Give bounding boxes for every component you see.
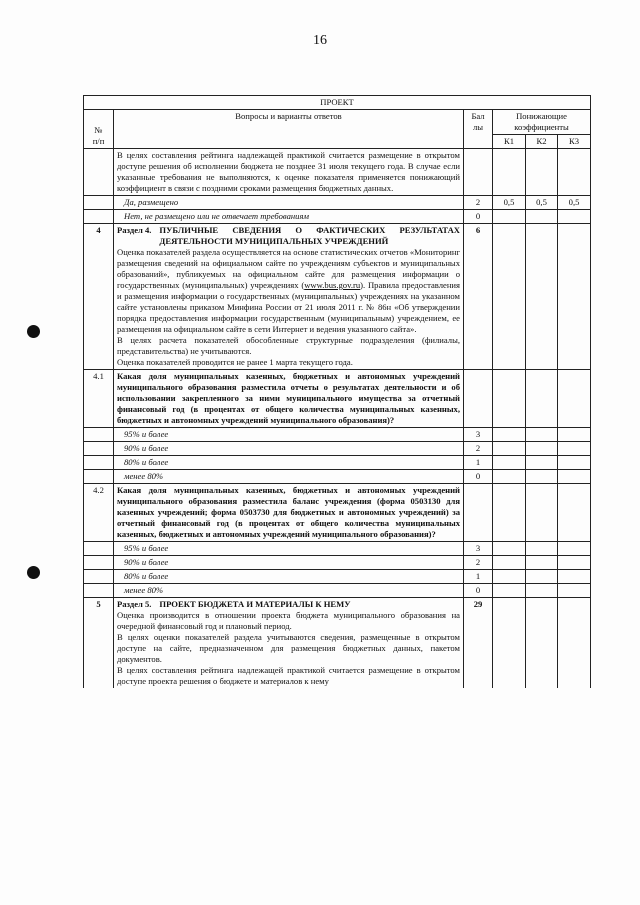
list-item (84, 442, 591, 456)
header-row-project (84, 96, 591, 110)
intro-text: В целях составления рейтинга надлежащей практикой считается размещение в открытом доступе решения об исполнении бюджета не позднее 31 июля текущего года. В случае если указанные требования не выполняются, к оценке показателя применяется понижающий коэффициент в связи с поздними сроками размещения бюджетных данных. (114, 149, 464, 196)
question-4-2-row (84, 484, 591, 542)
section-name: Раздел 4. (117, 225, 152, 235)
section-text: В целях составления рейтинга надлежащей практикой считается размещение в открытом доступе проекта решения о бюджете и материалов к нему (117, 665, 460, 686)
answer-option: 80% и более (114, 456, 464, 470)
section-text: Оценка производится в отношении проекта бюджета муниципального образования на очередной финансовый год и плановый период. (117, 610, 460, 631)
list-item (84, 210, 591, 224)
header-row (84, 110, 591, 135)
answer-option: 95% и более (114, 542, 464, 556)
coef-k3: 0,5 (558, 196, 591, 210)
intro-row (84, 149, 591, 196)
punch-hole (27, 325, 40, 338)
section-number: 4 (84, 224, 114, 370)
list-item (84, 584, 591, 598)
answer-points: 1 (464, 570, 493, 584)
section-title: ПУБЛИЧНЫЕ СВЕДЕНИЯ О ФАКТИЧЕСКИХ РЕЗУЛЬТАТАХ ДЕЯТЕЛЬНОСТИ МУНИЦИПАЛЬНЫХ УЧРЕЖДЕНИЙ (159, 225, 460, 246)
answer-option: Да, размещено (114, 196, 464, 210)
section-number: 5 (84, 598, 114, 689)
answer-option: 95% и более (114, 428, 464, 442)
answer-points: 2 (464, 442, 493, 456)
question-text: Какая доля муниципальных казенных, бюджетных и автономных учреждений муниципального образования разместила баланс учреждения (форма 0503130 для казенных учреждений; форма 0503730 для бюджетных и автономных учреждений) за отчетный финансовый год (в процентах от общего количества муниципальных казенных, бюджетных и автономных учреждений муниципального образования)? (114, 484, 464, 542)
header-points: Бал лы (464, 110, 493, 149)
section-title: ПРОЕКТ БЮДЖЕТА И МАТЕРИАЛЫ К НЕМУ (159, 599, 351, 609)
answer-points: 2 (464, 196, 493, 210)
site-link[interactable]: www.bus.gov.ru (304, 280, 361, 290)
punch-hole (27, 566, 40, 579)
list-item (84, 456, 591, 470)
answer-option: менее 80% (114, 584, 464, 598)
section-text: В целях расчета показателей обособленные структурные подразделения (филиалы, представительства) не учитываются. (117, 335, 460, 356)
rating-table (83, 95, 591, 688)
page-number: 16 (313, 33, 327, 48)
question-4-1-row (84, 370, 591, 428)
section-text: Оценка показателей раздела осуществляется на основе статистических отчетов «Мониторинг размещения сведений на официальном сайте по учреждениям субъектов и муниципальных образований», публикуемых на официальном сайте для размещения информации о государственных (муниципальных) учреждениях ( (117, 247, 461, 290)
answer-points: 0 (464, 584, 493, 598)
coef-k2: 0,5 (526, 196, 558, 210)
coef-k1: 0,5 (493, 196, 526, 210)
list-item (84, 196, 591, 210)
section-text: Оценка показателей проводится не ранее 1 марта текущего года. (117, 357, 353, 367)
header-k1: К1 (493, 135, 526, 149)
question-text: Какая доля муниципальных казенных, бюджетных и автономных учреждений муниципального образования разместила отчеты о результатах деятельности и об использовании закрепленного за ними муниципального имущества за отчетный финансовый год (в процентах от общего количества муниципальных казенных, бюджетных и автономных учреждений муниципального образования)? (114, 370, 464, 428)
section-points: 29 (464, 598, 493, 689)
section-5-row (84, 598, 591, 689)
answer-option: менее 80% (114, 470, 464, 484)
answer-option: 90% и более (114, 556, 464, 570)
section-text: ). Правила предоставления и размещения информации о государственных (муниципальных) учреждениях на указанном сайте установлены приказом Минфина России от 21 июля 2011 г. № 86н «Об утверждении порядка предоставления информации государственным (муниципальным) учреждением, ее размещения на официальном сайте в сети Интернет и ведения указанного сайта». (117, 280, 460, 334)
section-4-row (84, 224, 591, 370)
list-item (84, 556, 591, 570)
list-item (84, 428, 591, 442)
answer-points: 1 (464, 456, 493, 470)
list-item (84, 542, 591, 556)
question-number: 4.2 (84, 484, 114, 542)
header-questions: Вопросы и варианты ответов (114, 110, 464, 149)
answer-option: 90% и более (114, 442, 464, 456)
header-num: № п/п (84, 110, 114, 149)
list-item (84, 470, 591, 484)
project-title: ПРОЕКТ (84, 96, 591, 110)
answer-option: 80% и более (114, 570, 464, 584)
section-text: В целях оценки показателей раздела учитываются сведения, размещенные в открытом доступе на сайте, предназначенном для размещения бюджетных данных, пакетом документов. (117, 632, 460, 664)
answer-points: 2 (464, 556, 493, 570)
answer-points: 0 (464, 210, 493, 224)
section-name: Раздел 5. (117, 599, 152, 609)
header-k3: К3 (558, 135, 591, 149)
list-item (84, 570, 591, 584)
header-coef: Понижающие коэффициенты (493, 110, 591, 135)
section-points: 6 (464, 224, 493, 370)
question-number: 4.1 (84, 370, 114, 428)
answer-option: Нет, не размещено или не отвечает требованиям (114, 210, 464, 224)
answer-points: 0 (464, 470, 493, 484)
answer-points: 3 (464, 542, 493, 556)
header-k2: К2 (526, 135, 558, 149)
answer-points: 3 (464, 428, 493, 442)
